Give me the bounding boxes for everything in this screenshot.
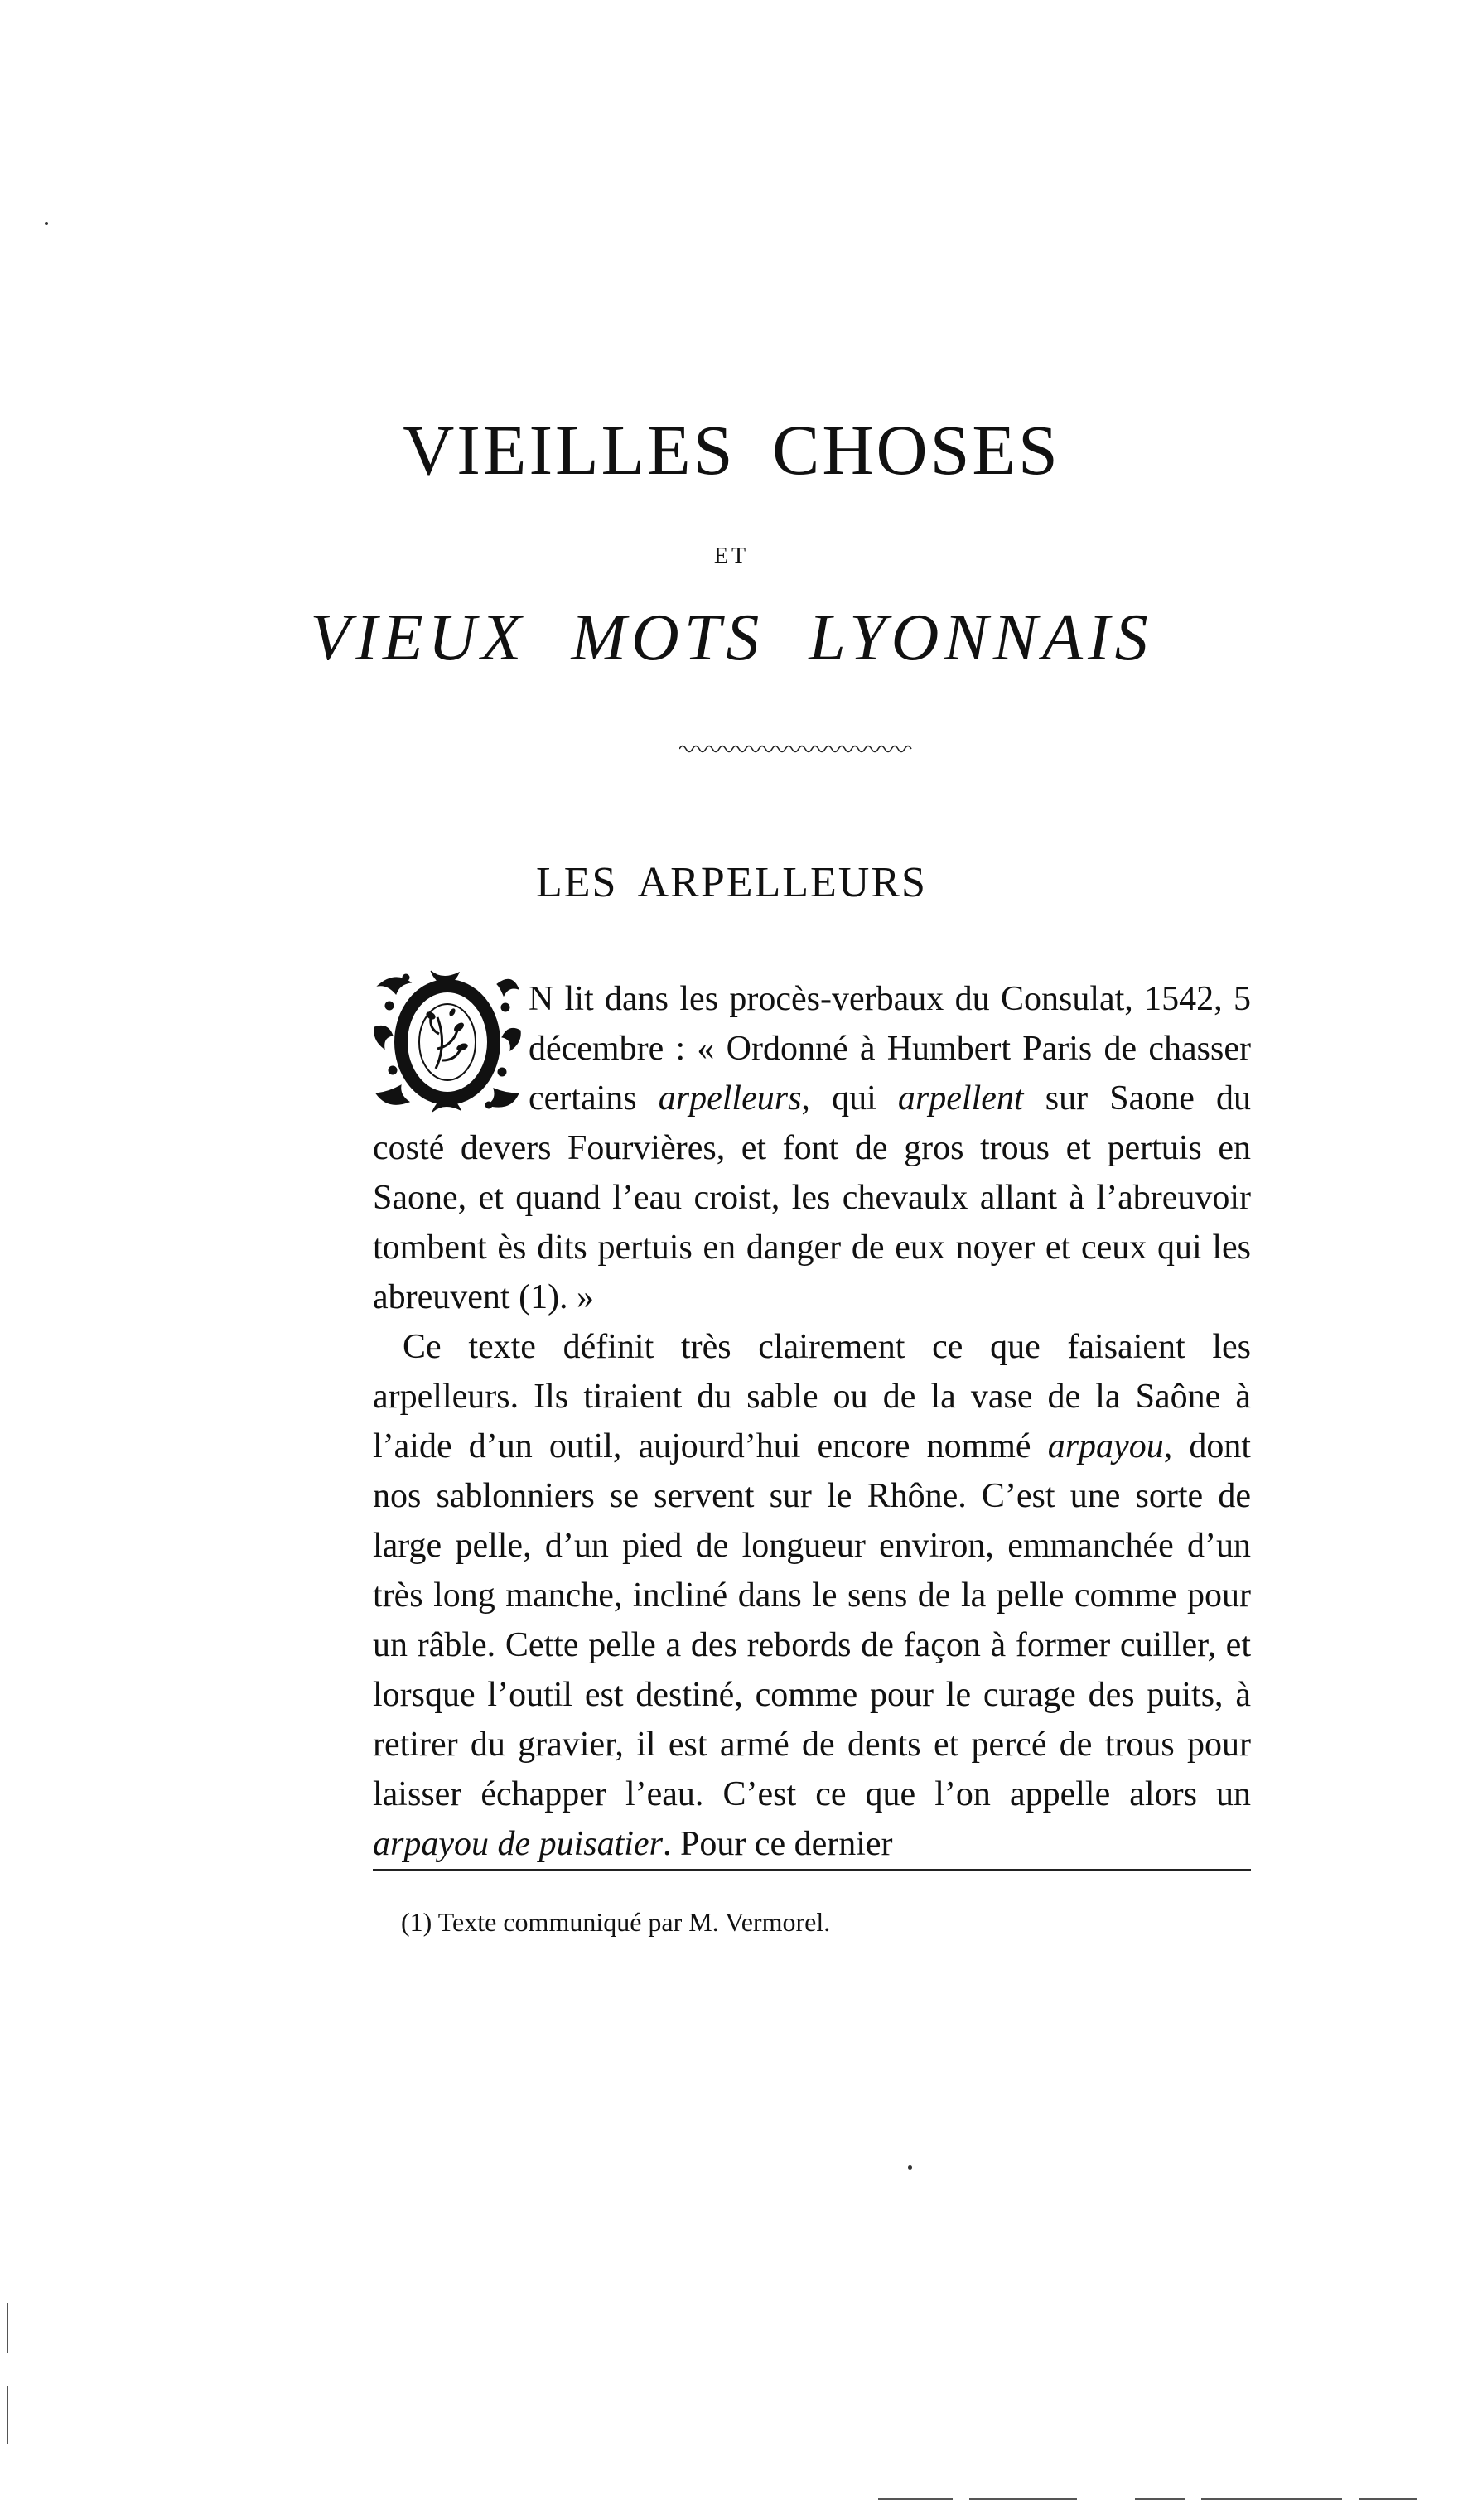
scan-edge-mark	[1359, 2498, 1417, 2500]
page-subtitle: VIEUX MOTS LYONNAIS	[310, 601, 1153, 674]
scan-edge-mark	[969, 2498, 1077, 2500]
body-text	[373, 974, 1251, 1869]
paragraph-2-italic-b: arpayou de puisatier	[373, 1825, 663, 1863]
page-title: VIEILLES CHOSES	[403, 410, 1060, 490]
footnote-divider	[373, 1869, 1251, 1871]
scan-edge-mark	[1135, 2498, 1185, 2500]
paragraph-1-text-c: sur Saone du costé devers Fourvières, et font de gros trous et pertuis en Saone, et quand l’eau croist, les chevaulx allant à l’abreuvoir tombent ès dits pertuis en danger de eux noyer et ceux qui les abreuvent (1). »	[373, 1079, 1252, 1316]
paragraph-2-text-b: , dont nos sablonniers se servent sur le Rhône. C’est une sorte de large pelle, d’un pied de longueur environ, emmanchée d’un très long manche, incliné dans le sens de la pelle comme pour un râble. Cette pelle a des rebords de façon à former cuiller, et lorsque l’outil est destiné, comme pour le curage des puits, à retirer du gravier, il est armé de dents et percé de trous pour laisser échapper l’eau. C’est ce que l’on appelle alors un	[373, 1427, 1251, 1813]
section-title: LES ARPELLEURS	[536, 859, 927, 906]
paragraph-2	[373, 1322, 1251, 1869]
paragraph-1-italic-b: arpellent	[897, 1079, 1024, 1118]
scan-edge-mark	[7, 2386, 8, 2444]
scan-edge-mark	[1201, 2498, 1342, 2500]
footnote: (1) Texte communiqué par M. Vermorel.	[401, 1907, 831, 1937]
wavy-ornament-icon	[679, 742, 915, 754]
scan-edge-mark	[878, 2498, 953, 2500]
paragraph-1-text-a: N lit dans les procès-verbaux du Consulat, 1542, 5 décembre : « Ordonné à Humbert Paris de chasser certains	[529, 980, 1251, 1118]
title-conjunction: ET	[713, 543, 750, 569]
paragraph-1	[373, 974, 1251, 1322]
dropcap-spacer	[373, 974, 529, 1117]
paragraph-1-italic-a: arpelleurs	[658, 1079, 802, 1118]
paragraph-2-italic-a: arpayou	[1047, 1427, 1164, 1465]
paragraph-2-text-a: Ce texte définit très clairement ce que faisaient les arpelleurs. Ils tiraient du sable ou de la vase de la Saône à l’aide d’un outil, aujourd’hui encore nommé	[373, 1328, 1251, 1465]
scan-speck	[908, 2165, 912, 2170]
paragraph-1-text-b: , qui	[801, 1079, 898, 1118]
paragraph-2-text-c: . Pour ce dernier	[662, 1825, 893, 1863]
scan-edge-mark	[7, 2303, 8, 2353]
scan-speck	[45, 222, 48, 225]
